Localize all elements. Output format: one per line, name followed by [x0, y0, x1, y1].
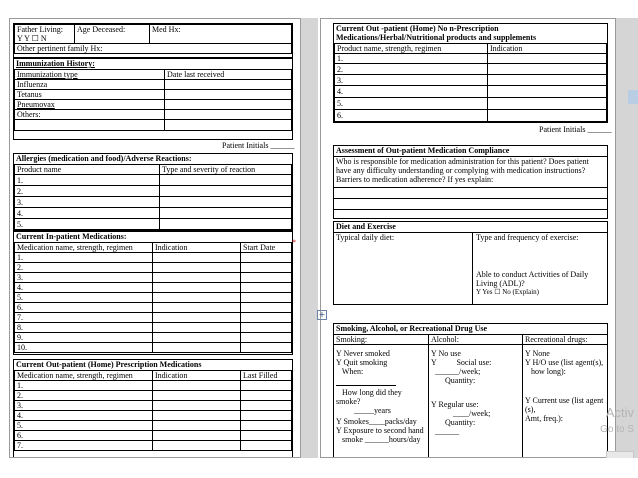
inpatient-ind-cell[interactable] — [153, 333, 241, 343]
inpatient-start-cell[interactable] — [241, 283, 292, 293]
nonrx-row[interactable]: 1. — [335, 54, 488, 64]
alcohol-line[interactable]: Y Regular use: — [431, 400, 479, 409]
inpatient-start-cell[interactable] — [241, 313, 292, 323]
outpatient-last-cell[interactable] — [241, 401, 292, 411]
alcohol-line[interactable]: Y Social use: — [431, 358, 492, 367]
inpatient-ind-cell[interactable] — [153, 253, 241, 263]
smoking-line: When: — [336, 367, 364, 376]
outpatient-row[interactable]: 6. — [15, 431, 153, 441]
immunization-date-cell[interactable] — [165, 120, 292, 131]
drugs-line: how long): — [525, 367, 566, 376]
adl-question: Able to conduct Activities of Daily Living (ADL)? — [476, 270, 589, 288]
outpatient-ind-cell[interactable] — [153, 411, 241, 421]
alcohol-line: Quantity: — [431, 376, 476, 385]
inpatient-col-med: Medication name, strength, regimen — [15, 243, 153, 253]
outpatient-ind-cell[interactable] — [153, 441, 241, 451]
outpatient-rx-title: Current Out-patient (Home) Prescription Medications — [16, 360, 202, 369]
inpatient-table — [14, 242, 292, 353]
nonrx-ind-cell[interactable] — [488, 110, 607, 122]
diet-title: Diet and Exercise — [334, 222, 607, 233]
smoking-when-line[interactable] — [336, 376, 396, 386]
scroll-marker — [628, 90, 638, 104]
family-history-box — [13, 23, 293, 58]
outpatient-row[interactable]: 5. — [15, 421, 153, 431]
other-family-hx: Other pertinent family Hx: — [15, 44, 292, 54]
page-right — [320, 18, 616, 458]
alcohol-column — [429, 335, 523, 458]
med-hx-label: Med Hx: — [150, 25, 292, 44]
nonrx-row[interactable]: 4. — [335, 86, 488, 98]
outpatient-col-med: Medication name, strength, regimen — [15, 371, 153, 381]
smoking-line[interactable]: Y Exposure to second hand — [336, 426, 424, 435]
drugs-column — [523, 335, 607, 458]
nonrx-row[interactable]: 6. — [335, 110, 488, 122]
patient-initials-right[interactable]: Patient Initials ______ — [539, 125, 612, 134]
age-deceased-label: Age Deceased: — [75, 25, 150, 44]
patient-initials-left[interactable]: Patient Initials ______ — [222, 141, 295, 150]
outpatient-ind-cell[interactable] — [153, 391, 241, 401]
alcohol-line: Quantity: — [431, 418, 476, 427]
inpatient-start-cell[interactable] — [241, 333, 292, 343]
outpatient-last-cell[interactable] — [241, 391, 292, 401]
nonrx-row[interactable]: 2. — [335, 64, 488, 75]
inpatient-row[interactable]: 9. — [15, 333, 153, 343]
smoking-line: smoke? — [336, 397, 361, 406]
inpatient-col-start: Start Date — [241, 243, 292, 253]
smoking-column — [334, 335, 429, 458]
allergy-reaction-cell[interactable] — [160, 197, 292, 208]
smoking-line[interactable]: _____years — [336, 406, 391, 415]
alcohol-line[interactable]: ____/week; — [431, 409, 491, 418]
inpatient-col-ind: Indication — [153, 243, 241, 253]
immunization-extra-cell[interactable] — [15, 120, 165, 131]
inpatient-ind-cell[interactable] — [153, 273, 241, 283]
red-marker: * — [292, 238, 296, 247]
allergy-reaction-cell[interactable] — [160, 175, 292, 186]
drugs-line — [525, 385, 605, 394]
allergy-row[interactable]: 1. — [15, 175, 160, 186]
compliance-answer-line[interactable] — [334, 209, 607, 220]
inpatient-section — [13, 231, 293, 355]
allergy-row[interactable]: 3. — [15, 197, 160, 208]
inpatient-ind-cell[interactable] — [153, 293, 241, 303]
inpatient-title: Current In-patient Medications: — [16, 232, 127, 241]
nonrx-title: Current Out -patient (Home) No n-Prescription Medications/Herbal/Nutritional products and supplements — [336, 24, 537, 42]
bottom-bar — [0, 458, 638, 478]
allergy-row[interactable]: 5. — [15, 219, 160, 230]
outpatient-row[interactable]: 7. — [15, 441, 153, 451]
smoking-line[interactable]: smoke ______hours/day — [336, 435, 421, 444]
immunization-date-cell[interactable] — [165, 100, 292, 110]
allergy-row[interactable]: 4. — [15, 208, 160, 219]
inpatient-start-cell[interactable] — [241, 253, 292, 263]
immunization-row: Tetanus — [15, 90, 165, 100]
outpatient-col-ind: Indication — [153, 371, 241, 381]
outpatient-row[interactable]: 3. — [15, 401, 153, 411]
father-living-options[interactable]: Y Y ☐ N — [17, 34, 47, 43]
smoking-line[interactable]: Y Never smoked — [336, 349, 390, 358]
page-left — [9, 18, 301, 458]
outpatient-col-last: Last Filled — [241, 371, 292, 381]
nonrx-ind-cell[interactable] — [488, 75, 607, 86]
immunization-col-type: Immunization type — [15, 70, 165, 80]
nonrx-ind-cell[interactable] — [488, 54, 607, 64]
nonrx-section — [333, 23, 608, 123]
drugs-line[interactable]: Y None — [525, 349, 550, 358]
drugs-line[interactable]: Y H/O use (list agent(s), — [525, 358, 604, 367]
typical-diet-cell[interactable] — [334, 233, 473, 304]
typical-diet-label: Typical daily diet: — [336, 233, 395, 242]
compliance-question: Who is responsible for medication administration for this patient? Does patient have any difficulty understanding or complying with medication instructions? Barriers to medication adherence? If yes explain: — [336, 157, 589, 184]
inpatient-row[interactable]: 10. — [15, 343, 153, 353]
smoking-line[interactable]: Y Quit smoking — [336, 358, 388, 367]
inpatient-row[interactable]: 7. — [15, 313, 153, 323]
allergy-reaction-cell[interactable] — [160, 219, 292, 230]
drugs-line[interactable]: Y Current use (list agent — [525, 396, 604, 405]
right-gutter — [616, 18, 638, 458]
nonrx-col-ind: Indication — [488, 44, 607, 54]
inpatient-ind-cell[interactable] — [153, 263, 241, 273]
outpatient-ind-cell[interactable] — [153, 401, 241, 411]
outpatient-rx-table — [14, 370, 292, 451]
inpatient-start-cell[interactable] — [241, 323, 292, 333]
diet-section — [333, 221, 608, 305]
allergies-col-product: Product name — [15, 165, 160, 175]
outpatient-row[interactable]: 2. — [15, 391, 153, 401]
compliance-answer-line[interactable] — [334, 187, 607, 198]
immunization-row: Influenza — [15, 80, 165, 90]
drugs-line[interactable]: Amt, freq.): — [525, 414, 563, 423]
alcohol-label: Alcohol: — [429, 335, 522, 345]
immunization-title: Immunization History: — [16, 59, 95, 68]
substance-title: Smoking, Alcohol, or Recreational Drug Use — [334, 324, 607, 335]
inpatient-ind-cell[interactable] — [153, 283, 241, 293]
inpatient-ind-cell[interactable] — [153, 323, 241, 333]
inpatient-row[interactable]: 5. — [15, 293, 153, 303]
outpatient-ind-cell[interactable] — [153, 431, 241, 441]
nonrx-table — [334, 43, 607, 122]
exercise-label: Type and frequency of exercise: — [476, 233, 579, 242]
page-gutter — [301, 18, 318, 458]
inpatient-start-cell[interactable] — [241, 293, 292, 303]
smoking-line[interactable]: Y Smokes____packs/day — [336, 417, 417, 426]
smoking-line: How long did they — [336, 388, 402, 397]
substance-section — [333, 323, 608, 458]
inpatient-start-cell[interactable] — [241, 343, 292, 353]
watermark-line1: Activ — [605, 405, 634, 420]
smoking-label: Smoking: — [334, 335, 428, 345]
father-living-label: Father Living: — [17, 25, 63, 34]
nonrx-ind-cell[interactable] — [488, 86, 607, 98]
immunization-row: Pneumovax — [15, 100, 165, 110]
inpatient-row[interactable]: 4. — [15, 283, 153, 293]
allergies-title: Allergies (medication and food)/Adverse Reactions: — [16, 154, 192, 163]
alcohol-line[interactable]: Y No use — [431, 349, 461, 358]
inpatient-row[interactable]: 2. — [15, 263, 153, 273]
drugs-line — [525, 376, 605, 385]
immunization-date-cell[interactable] — [165, 80, 292, 90]
nonrx-row[interactable]: 5. — [335, 98, 488, 110]
nonrx-row[interactable]: 3. — [335, 75, 488, 86]
outpatient-row[interactable]: 1. — [15, 381, 153, 391]
outpatient-last-cell[interactable] — [241, 411, 292, 421]
inpatient-row[interactable]: 8. — [15, 323, 153, 333]
alcohol-line — [431, 385, 520, 394]
drugs-line: (s), — [525, 405, 536, 414]
inpatient-ind-cell[interactable] — [153, 313, 241, 323]
table-move-handle-icon[interactable]: + — [318, 310, 326, 319]
nonrx-col-product: Product name, strength, regimen — [335, 44, 488, 54]
immunization-date-cell[interactable] — [165, 110, 292, 120]
alcohol-line[interactable]: ______ — [431, 427, 459, 436]
inpatient-row[interactable]: 6. — [15, 303, 153, 313]
allergy-reaction-cell[interactable] — [160, 186, 292, 197]
outpatient-last-cell[interactable] — [241, 381, 292, 391]
inpatient-ind-cell[interactable] — [153, 303, 241, 313]
compliance-section — [333, 145, 608, 219]
inpatient-row[interactable]: 3. — [15, 273, 153, 283]
compliance-answer-line[interactable] — [334, 198, 607, 209]
outpatient-last-cell[interactable] — [241, 441, 292, 451]
compliance-title: Assessment of Out-patient Medication Compliance — [334, 146, 607, 157]
allergies-section — [13, 153, 293, 231]
inpatient-start-cell[interactable] — [241, 273, 292, 283]
watermark-line2: Go to S — [600, 424, 634, 435]
outpatient-ind-cell[interactable] — [153, 381, 241, 391]
outpatient-ind-cell[interactable] — [153, 421, 241, 431]
nonrx-ind-cell[interactable] — [488, 64, 607, 75]
exercise-cell[interactable] — [473, 233, 607, 304]
allergy-row[interactable]: 2. — [15, 186, 160, 197]
inpatient-start-cell[interactable] — [241, 303, 292, 313]
adl-options[interactable]: Y Yes ☐ No (Explain) — [476, 288, 539, 296]
outpatient-rx-section — [13, 359, 293, 458]
outpatient-last-cell[interactable] — [241, 421, 292, 431]
immunization-row: Others: — [15, 110, 165, 120]
allergy-reaction-cell[interactable] — [160, 208, 292, 219]
inpatient-row[interactable]: 1. — [15, 253, 153, 263]
immunization-date-cell[interactable] — [165, 90, 292, 100]
allergies-col-type: Type and severity of reaction — [160, 165, 292, 175]
drugs-label: Recreational drugs: — [523, 335, 607, 345]
inpatient-start-cell[interactable] — [241, 263, 292, 273]
alcohol-line[interactable]: ______/week; — [431, 367, 481, 376]
outpatient-row[interactable]: 4. — [15, 411, 153, 421]
immunization-section — [13, 58, 293, 140]
nonrx-ind-cell[interactable] — [488, 98, 607, 110]
family-history-table — [14, 24, 292, 54]
inpatient-ind-cell[interactable] — [153, 343, 241, 353]
immunization-col-date: Date last received — [165, 70, 292, 80]
outpatient-last-cell[interactable] — [241, 431, 292, 441]
immunization-table — [14, 69, 292, 131]
allergies-table — [14, 164, 292, 230]
